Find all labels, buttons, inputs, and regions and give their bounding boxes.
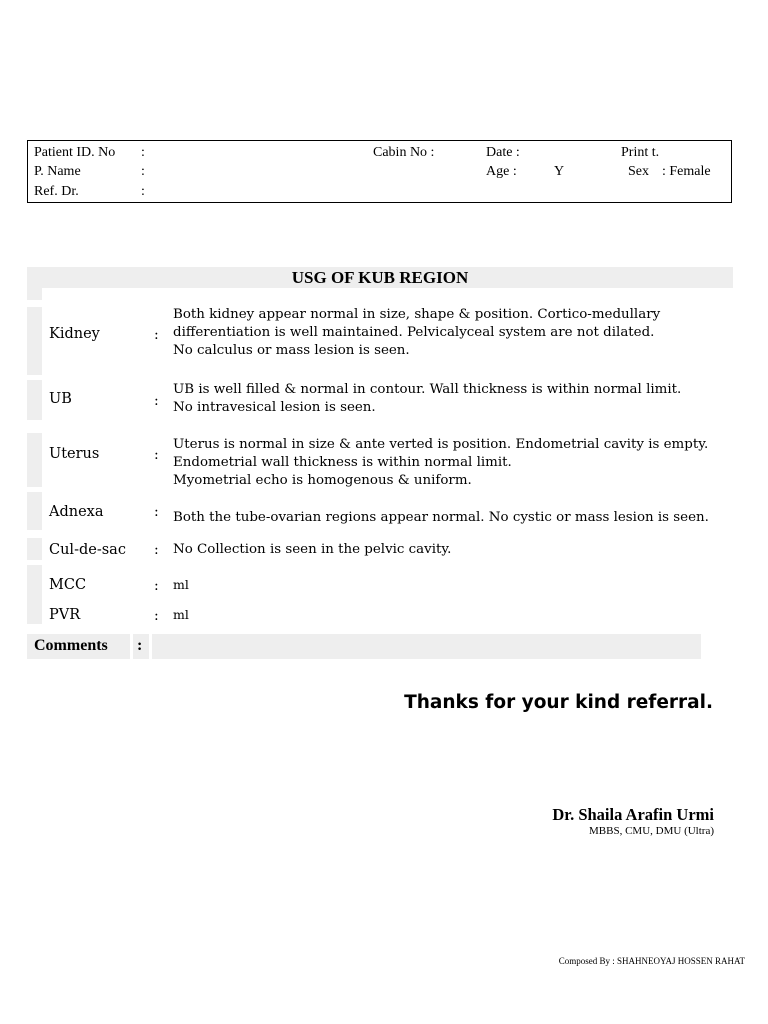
ref-doctor-colon: :	[141, 184, 145, 199]
patient-info-box	[27, 140, 732, 203]
left-bar-uterus	[27, 433, 42, 487]
patient-id-label: Patient ID. No	[34, 145, 116, 160]
sex-label: Sex	[628, 164, 649, 179]
title-band-notch	[27, 288, 42, 300]
composed-by: Composed By : SHAHNEOYAJ HOSSEN RAHAT	[558, 956, 745, 966]
date-label: Date :	[486, 145, 520, 160]
finding-colon-uterus: :	[154, 447, 159, 463]
finding-line: No Collection is seen in the pelvic cavity.	[173, 542, 452, 557]
finding-colon-kidney: :	[154, 327, 159, 343]
report-title-band	[27, 267, 733, 288]
thanks-message: Thanks for your kind referral.	[404, 692, 713, 713]
finding-text-mcc	[173, 576, 189, 594]
cabin-no-label: Cabin No :	[373, 145, 435, 160]
finding-line: No calculus or mass lesion is seen.	[173, 343, 410, 359]
finding-line: Endometrial wall thickness is within normal limit.	[173, 455, 512, 471]
finding-line: UB is well filled & normal in contour. Wall thickness is within normal limit.	[173, 382, 682, 397]
finding-text-ub	[173, 381, 681, 417]
comments-label: Comments	[34, 637, 108, 654]
comments-bar	[27, 634, 701, 659]
finding-line: No intravesical lesion is seen.	[173, 400, 376, 416]
patient-name-label: P. Name	[34, 164, 81, 179]
finding-label-pvr: PVR	[49, 607, 81, 623]
finding-label-mcc: MCC	[49, 577, 87, 593]
finding-line: Both the tube-ovarian regions appear normal. No cystic or mass lesion is seen.	[173, 510, 709, 525]
comments-colon: :	[137, 637, 143, 654]
finding-label-cul-de-sac: Cul-de-sac	[49, 542, 126, 558]
finding-colon-adnexa: :	[154, 504, 159, 520]
finding-label-uterus: Uterus	[49, 446, 100, 462]
comments-separator	[149, 634, 152, 659]
finding-label-kidney: Kidney	[49, 326, 100, 342]
finding-colon-ub: :	[154, 393, 159, 409]
patient-name-colon: :	[141, 164, 145, 179]
finding-line: ml	[173, 577, 189, 592]
finding-line: differentiation is well maintained. Pelvicalyceal system are not dilated.	[173, 325, 655, 341]
doctor-qualifications: MBBS, CMU, DMU (Ultra)	[589, 825, 714, 837]
finding-label-adnexa: Adnexa	[49, 504, 104, 520]
finding-line: Uterus is normal in size & ante verted is position. Endometrial cavity is empty.	[173, 437, 709, 452]
finding-colon-mcc: :	[154, 578, 159, 594]
comments-separator	[130, 634, 133, 659]
ref-doctor-label: Ref. Dr.	[34, 184, 79, 199]
left-bar-ub	[27, 380, 42, 420]
finding-colon-cul-de-sac: :	[154, 542, 159, 558]
finding-text-pvr	[173, 606, 189, 624]
finding-colon-pvr: :	[154, 608, 159, 624]
patient-id-colon: :	[141, 145, 145, 160]
finding-line: Both kidney appear normal in size, shape & position. Cortico-medullary	[173, 307, 661, 322]
print-label: Print t.	[621, 145, 660, 160]
finding-text-uterus	[173, 436, 708, 491]
age-label: Age :	[486, 164, 517, 179]
doctor-name: Dr. Shaila Arafin Urmi	[552, 805, 714, 824]
left-bar-adnexa	[27, 492, 42, 530]
finding-label-ub: UB	[49, 391, 72, 407]
age-unit: Y	[554, 164, 565, 179]
finding-line: Myometrial echo is homogenous & uniform.	[173, 473, 472, 489]
left-bar-cul-de-sac	[27, 538, 42, 560]
finding-text-kidney	[173, 306, 660, 361]
finding-line: ml	[173, 607, 189, 622]
finding-text-cul-de-sac	[173, 541, 451, 559]
report-title: USG OF KUB REGION	[291, 268, 469, 287]
finding-text-adnexa	[173, 509, 709, 527]
sex-value: : Female	[662, 164, 711, 179]
left-bar-kidney	[27, 307, 42, 375]
left-bar-mcc-pvr	[27, 565, 42, 624]
